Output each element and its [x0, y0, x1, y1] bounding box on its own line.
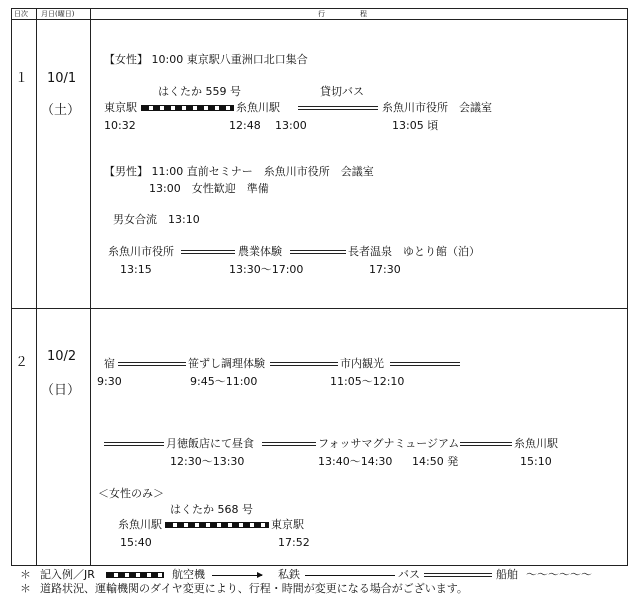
- table-top-border: [11, 8, 628, 9]
- day1-weekday: （土）: [41, 103, 81, 118]
- day2-time-city: 11:05～12:10: [330, 375, 405, 388]
- day1-time-1032: 10:32: [104, 119, 136, 132]
- legend-air-arrow: [212, 575, 262, 576]
- day1-route-cityhall: 糸魚川市役所: [108, 245, 174, 258]
- day1-join: 男女合流 13:10: [113, 213, 200, 226]
- day1-time-1315: 13:15: [120, 263, 152, 276]
- day2-seg2: [270, 362, 338, 366]
- day2-seg6: [460, 442, 512, 446]
- legend-bus: バス: [398, 568, 420, 581]
- day1-station-itoigawa: 糸魚川駅: [236, 101, 280, 114]
- day2-time-1540: 15:40: [120, 536, 152, 549]
- day1-time-1730: 17:30: [369, 263, 401, 276]
- legend-ship-wave: 〜〜〜〜〜〜: [526, 568, 592, 581]
- day2-women-only: ＜女性のみ＞: [98, 487, 164, 500]
- day2-station-tokyo: 東京駅: [271, 518, 304, 531]
- day2-train-name: はくたか 568 号: [170, 503, 253, 516]
- day1-time-1248: 12:48: [229, 119, 261, 132]
- table-left-border: [11, 8, 12, 566]
- day1-city-hall: 糸魚川市役所 会議室: [382, 101, 492, 114]
- day1-women-meet: 【女性】 10:00 東京駅八重洲口北口集合: [104, 53, 308, 66]
- table-bottom-border: [11, 565, 628, 566]
- day1-jr-segment: [141, 105, 234, 111]
- legend-note: 道路状況、運輸機関のダイヤ変更により、行程・時間が変更になる場合がございます。: [40, 582, 468, 595]
- header-date: 月日(曜日): [41, 10, 75, 18]
- legend-bus-line: [424, 573, 492, 577]
- day2-seg3: [390, 362, 460, 366]
- day2-time-lunch: 12:30～13:30: [170, 455, 245, 468]
- legend-jr-line: [106, 572, 164, 578]
- day1-men-line2: 13:00 女性歓迎 準備: [149, 182, 269, 195]
- day2-time-930: 9:30: [97, 375, 122, 388]
- day2-time-1510: 15:10: [520, 455, 552, 468]
- day1-men-line1: 【男性】 11:00 直前セミナー 糸魚川市役所 会議室: [104, 165, 374, 178]
- row-divider: [11, 308, 628, 309]
- day1-route-onsen: 長者温泉 ゆとり館（泊）: [348, 245, 480, 258]
- legend-mark-2: ＊: [20, 582, 31, 595]
- col-divider-2: [90, 8, 91, 566]
- day2-weekday: （日）: [41, 383, 81, 398]
- day1-train-name: はくたか 559 号: [158, 85, 241, 98]
- day1-bus-name: 貸切バス: [320, 85, 364, 98]
- day2-time-1752: 17:52: [278, 536, 310, 549]
- day1-number: １: [15, 71, 29, 86]
- legend-example: 記入例／JR: [40, 568, 95, 581]
- day2-time-depart: 14:50 発: [412, 455, 459, 468]
- day2-seg5: [262, 442, 316, 446]
- day2-seg4: [104, 442, 164, 446]
- day1-route-seg1: [181, 250, 235, 254]
- day1-route-farm: 農業体験: [238, 245, 282, 258]
- legend-private-rail-line: [305, 575, 395, 576]
- day2-time-sasa: 9:45～11:00: [190, 375, 258, 388]
- day2-seg1: [118, 362, 186, 366]
- legend-ship: 船舶: [496, 568, 518, 581]
- day1-date: 10/1: [47, 71, 77, 86]
- header-bottom-border: [11, 19, 628, 20]
- day2-time-museum: 13:40～14:30: [318, 455, 393, 468]
- legend-air: 航空機: [172, 568, 205, 581]
- day2-inn: 宿: [104, 357, 115, 370]
- day2-date: 10/2: [47, 349, 77, 364]
- day2-station: 糸魚川駅: [514, 437, 558, 450]
- day1-time-farm: 13:30～17:00: [229, 263, 304, 276]
- legend-private-rail: 私鉄: [278, 568, 300, 581]
- col-divider-1: [36, 8, 37, 566]
- day2-museum: フォッサマグナミュージアム: [318, 437, 460, 450]
- day2-city-tour: 市内観光: [340, 357, 384, 370]
- table-right-border: [627, 8, 628, 566]
- day2-sasazushi: 笹ずし調理体験: [188, 357, 265, 370]
- day1-time-1300: 13:00: [275, 119, 307, 132]
- day1-station-tokyo: 東京駅: [104, 101, 137, 114]
- day2-number: ２: [15, 355, 29, 370]
- day2-lunch: 月徳飯店にて昼食: [166, 437, 254, 450]
- day2-jr-segment: [165, 522, 269, 528]
- legend-mark-1: ＊: [20, 568, 31, 581]
- header-day: 日次: [14, 10, 28, 18]
- day2-station-itoigawa: 糸魚川駅: [118, 518, 162, 531]
- day1-route-seg2: [290, 250, 346, 254]
- day1-bus-segment: [298, 106, 378, 110]
- day1-time-1305: 13:05 頃: [392, 119, 439, 132]
- header-itinerary: 行 程: [318, 10, 367, 18]
